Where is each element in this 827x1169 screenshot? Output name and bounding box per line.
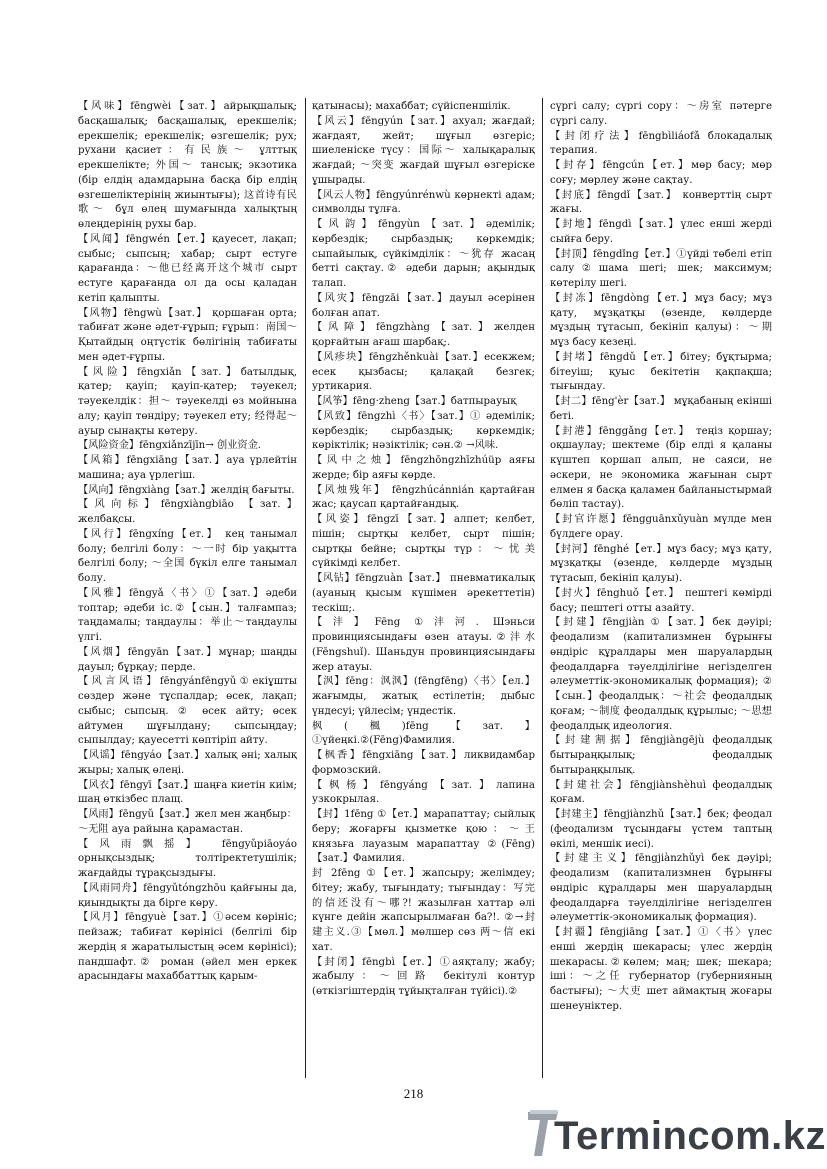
entry: сүргі салу; сүргі сору：～房室 пәтерге сүргі салу. <box>550 101 772 127</box>
entry: 【风向】fēngxiàng【зат.】желдің бағыты. <box>78 484 295 496</box>
column-divider <box>305 98 306 1078</box>
entry: 【风灾】fēngzāi【зат.】дауыл әсерінен болған апат. <box>312 292 535 319</box>
entry: 【风致】fēngzhì〈书〉【зат.】① әдемілік; көрбездік; сырбаздық; көркемдік; көріктілік; нәзіктілік; сән.② →风味. <box>312 410 535 452</box>
entry: 【风疹块】fēngzhěnkuài【зат.】есекжем; есек қызбасы; қалақай безгек; уртикария. <box>312 351 535 393</box>
entry: 【风箱】fēngxiāng【зат.】ауа үрлейтін машина; ауа үрлегіш. <box>78 455 297 481</box>
entry: 【风谣】fēngyáo【зат.】халық әні; халық жыры; халық өлеңі. <box>78 750 297 776</box>
entry: 【封】1fēng ①【ет.】марапаттау; сыйлық беру; жоғарғы қызметке қою：～王 князьға лауазым марапаттау ②(Fēng)【зат.】Фамилия. <box>312 809 535 865</box>
entry: 【风衣】fēngyī【зат.】шаңға киетін киім; шаң өткізбес плащ. <box>78 779 297 806</box>
entry: қатынасы); махаббат; сүйіспеншілік. <box>312 101 511 112</box>
column-divider <box>542 98 543 1078</box>
entry: 【风物】fēngwù【зат.】 қоршаған орта; табиғат және әдет-ғұрып; ғұрып：南国～ Қытайдың оңтүстік бөлігінің табиғаты мен әдет-ғұрпы. <box>78 307 297 363</box>
entry: 【封二】fēng'èr【зат.】 мұқабаның екінші беті. <box>550 396 772 422</box>
column-left <box>78 100 297 1075</box>
entry: 【风云】fēngyún【зат.】ахуал; жағдай; жағдаят, жейт; шұғыл өзгеріс; шиеленіске түсу：国际～ халықаралық жағдай; ～突变 жағдай шұғыл өзгеріске ұшырады. <box>312 115 535 186</box>
entry: 【封存】fēngcún【ет.】мөр басу; мөр соғу; мөрлеу және сақтау. <box>550 160 772 186</box>
entry: 【封建割据】fēngjiàngējù феодалдық бытыраңқылық; феодалдық бытыраңқылық. <box>550 735 772 776</box>
entry: 【风雨飘摇】 fēngyǔpiāoyáo орнықсыздық; толтіректетушілік; жағдайды тұрақсыздығы. <box>78 838 297 879</box>
entry: 【封顶】fēngdǐng【ет.】①үйді төбелі етіп салу②шама шегі; шек; максимум; көтерілу шегі. <box>550 248 772 289</box>
entry: 【沨】fēng：沨沨】(fēngfēng)〈书〉【ел.】жағымды, жатық естілетін; дыбыс үндесуі; үйлесім; үндестік. <box>312 676 535 717</box>
entry: 【封建社会】fēngjiànshèhuì феодалдық қоғам. <box>550 779 772 806</box>
entry: 【封疆】fēngjiāng【зат.】①〈书〉үлес енші жердің шекарасы; үлес жердің шекарасы.②көлем; мaң; шек; шекара; ішi：～之任 губернатор (губернияның бастығы); ～大吏 шет аймақтың жоғары шенеуніктер. <box>550 927 772 1012</box>
entry: 【风雨同舟】fēngyǔtóngzhōu қайғыны да, қиындықты да бірге көру. <box>78 882 297 909</box>
entry: 【封冻】fēngdòng【ет.】мұз басу; мұз қату, мұзқатқы (өзенде, көлдерде мұздың тұтасып, бекініп қалуы)：～期 мұз басу кезеңі. <box>550 292 772 348</box>
site-logo <box>528 1108 826 1166</box>
entry: 【风韵】fēngyùn【зат.】әдемілік; көрбездік; сырбаздық; көркемдік; сыпайылық, сүйкімділік：～犹存 жасаң бетті сақтау.② әдеби дарын; ақындық талап. <box>312 219 535 289</box>
entry: 【封官许愿】fēngguānxǔyuàn мүлде мен бүлдеге орау. <box>550 514 772 540</box>
entry: 【风障】fēngzhàng【зат.】желден қорғайтын ағаш шарбақ;. <box>312 322 535 348</box>
entry: 【风言风语】fēngyánfēngyǔ①екіұшты сөздер және тұспалдар; өсек, лақап; сыбыс; сыпсың. ② өсек айту; өсек айтумен шұғылдану; сыпсыңдау; сыпылдау; қауесетті көптіріп айту. <box>78 676 297 747</box>
entry: 【风烛残年】 fēngzhúcánnián қартайған жас; қаусап қартайғандық. <box>312 484 535 511</box>
entry: 【封河】fēnghé【ет.】мұз басу; мұз қату, мұзқатқы (өзенде, көлдерде мұздың тұтасып, бекініп қалуы). <box>550 543 772 584</box>
entry: 枫(楓)fēng【зат.】①үйеңкі.②(Fēng)Фамилия. <box>312 720 535 747</box>
entry: 【沣】Fēng ①沣河. Шэньси провинциясындағы өзен атауы.②沣水(Fēngshuǐ). Шаньдун провинциясындағы жер атауы. <box>312 617 535 673</box>
entry: 【风雨】fēngyǔ【зат.】жел мен жаңбыр：～无阻 ауа райына қарамастан. <box>78 809 297 835</box>
entry: 【封堵】fēngdǔ【ет.】бітеу; бұқтырма; бітеуіш; қуыс бекітетін қақпақша; тығындау. <box>550 351 772 393</box>
entry: 【封建】fēngjiàn ①【зат.】бек дәуірі; феодализм (капитализмнен бұрынғы өндіріс құралдары мен шаруалардың феодалдарға тәуелділігіне негізделген әлеуметтік-экономикалық формация); ②【сын.】феодалдық：～社会 феодалдық қоғам; ～制度 феодалдық құрылыс; ～思想 феодалдық идеология. <box>550 617 772 732</box>
column-right <box>550 100 772 1075</box>
entry: 【封地】fēngdì【зат.】үлес енші жерді сыйға беру. <box>550 219 772 245</box>
entry: 【风筝】fēng·zheng【зат.】батпырауық <box>312 396 517 407</box>
entry: 【封建主义】fēngjiànzhǔyì бек дәуірі; феодализм (капитализмнен бұрынғы өндіріс құралдары мен шаруалардың феодалдарға тәуелділігіне негізделген әлеуметтік-экономикалық формация). <box>550 853 772 924</box>
entry: 【封底】fēngdǐ【зат.】 конверттің сырт жағы. <box>550 189 772 216</box>
entry: 【风钻】fēngzuàn【зат.】 пневматикалық (ауаның қысым күшімен әрекеттетін) тескіш;. <box>312 573 535 614</box>
entry: 【封闭】fēngbì【ет.】①аяқталу; жабу; жабылу：～回路 бекітулі контур (өткізгіштердің тұйықталған түйісі).② <box>312 956 535 997</box>
entry: 【风云人物】fēngyúnrénwù көрнекті адам; символды тұлға. <box>312 189 535 216</box>
entry: 【风味】fēngwèi【зат.】айрықшалық; басқашалық; басқашалық, ерекшелік; ерекшелік; ерекшелік; өзгешелік; рух; рухани қасиет：有民族～ ұлттық ерекшелікте; 外国～ тансық; экзотика (бір елдің адамдарына басқа бір елдің өзгешеліктерінің жиынтығы); 这首诗有民歌～ бұл өлең шумағында халықтың өлеңдерінің рухы бар. <box>78 101 297 230</box>
entry: 【枫杨】fēngyáng【зат.】лапина узкокрылая. <box>312 779 535 806</box>
entry: 【封闭疗法】fēngbìliáofǎ блокадалық терапия. <box>550 130 772 157</box>
entry: 【风烟】fēngyān【зат.】мұнар; шаңды дауыл; бұрқау; перде. <box>78 646 297 673</box>
entry: 【风雅】fēngyǎ〈书〉①【зат.】әдеби топтар; әдеби іс.②【сын.】талғампаз; таңдамалы; таңдаулы：举止～таңдаулы үлгі. <box>78 587 297 643</box>
column-middle <box>312 100 535 1075</box>
entry: 封 2fēng ①【ет.】жапсыру; желімдеу; бітеу; жабу, тығындату; тығындау：写完的信还没有～哪?! жазылған хаттар әлі күнге дейін жапсырылмаған ба?!. ②→封建主义.③【мөл.】мөлшер сөз 两～信 екі хат. <box>312 868 535 953</box>
page-number: 218 <box>403 1086 424 1101</box>
entry: 【风月】fēngyuè【зат.】①әсем көрініс; пейзаж; табиғат көрінісі (белгілі бір жердің я жаратылыстың әсем көрінісі); пандшафт.② роман (әйел мен еркек арасындағы махаббаттық қарым- <box>78 912 297 983</box>
entry: 【枫香】fēngxiāng【зат.】ликвидамбар формозский. <box>312 750 535 776</box>
entry: 【风行】fēngxíng【ет.】 кең танымал болу; белгілі болу：～一时 бір уақытта белгілі болу; ～全国 бүкіл елге танымал болу. <box>78 528 297 584</box>
entry: 【封港】fēnggǎng【ет.】 теңіз қоршау; оқшаулау; шектеме (бір елді я қаланы күштеп қоршап алып, не саяси, не әскери, не экономика жағынан сырт елмен я басқа қаламен байланыстырмай бөліп тастау). <box>550 425 772 511</box>
entry: 【风中之烛】fēngzhōngzhīzhúüр аяғы жерде; бір аяғы көрде. <box>312 455 535 481</box>
entry: 【风姿】fēngzī【зат.】алпет; келбет, пішін; сыртқы келбет, сырт пішін; сыртқы бейне; сыртқы түр：～忧美 сүйкімді келбет. <box>312 514 535 570</box>
entry: 【风闻】fēngwén【ет.】қауесет, лақап; сыбыс; сыпсың; хабар; сырт естуге қарағанда：～他已经离开这个城市 сырт естуге қарағанда ол да осы қаладан кетіп қалыпты. <box>78 233 297 304</box>
entry: 【封建主】fēngjiànzhǔ【зат.】бек; феодал (феодализм тұсындағы үстем тaптың өкілі, меншік иесі). <box>550 809 772 850</box>
entry: 【风险资金】fēngxiǎnzījīn→ 创业资金. <box>78 440 262 452</box>
entry: 【风险】fēngxiǎn【зат.】батылдық, қатер; қауіп; қауіп-қатер; тәуекел; тәуекелдік：担～ тәуекелді өз мойнына алу; қауіп төндіру; тәуекел ету; 经得起～ауыр сынақты көтеру. <box>78 366 297 437</box>
entry: 【风向标】fēngxiàngbiāo 【зат.】 желбақсы. <box>78 499 297 525</box>
entry: 【封火】fēnghuǒ【ет.】 пештегі көмірді басу; пештегі отты азайту. <box>550 587 772 614</box>
logo-wordmark: Termincom.kz <box>554 1114 826 1158</box>
